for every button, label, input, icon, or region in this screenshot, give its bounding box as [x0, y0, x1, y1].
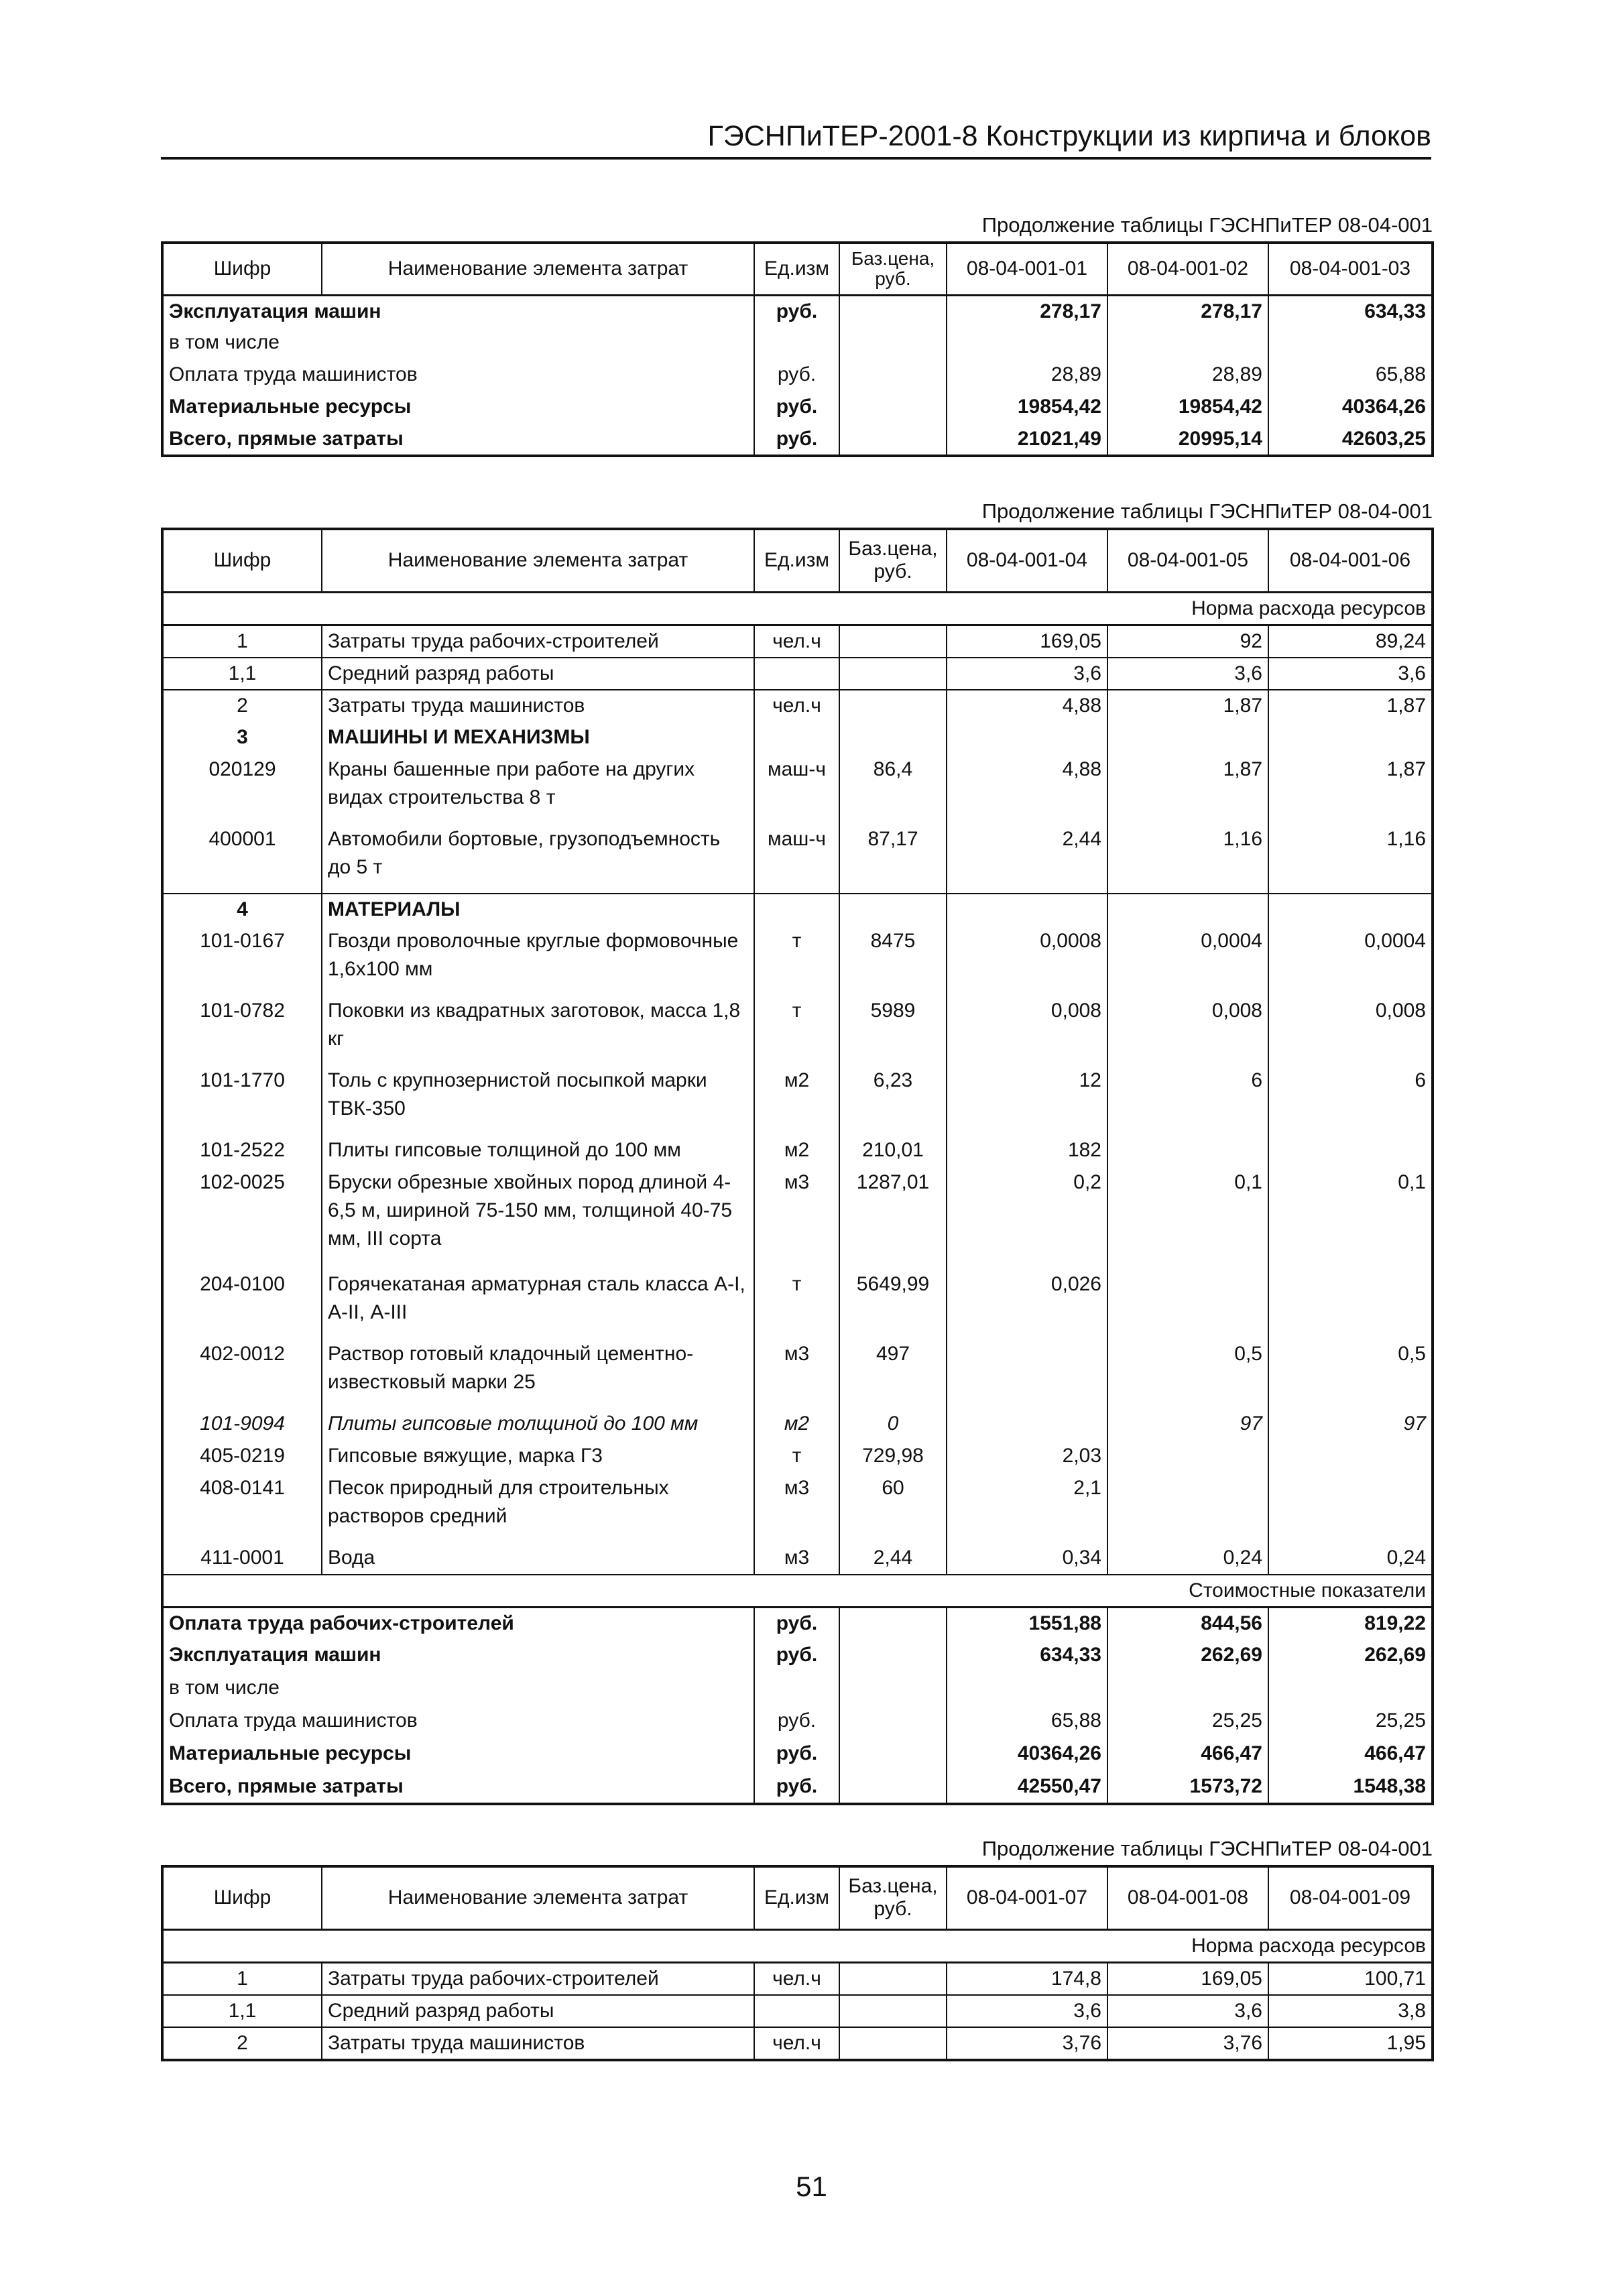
row-value-1: 634,33 — [947, 1640, 1107, 1673]
row-value-1: 174,8 — [947, 1962, 1107, 1995]
row-value-1: 0,34 — [947, 1543, 1107, 1575]
row-value-3: 1,95 — [1268, 2027, 1433, 2060]
table-row — [162, 658, 1433, 690]
row-code: 4 — [162, 894, 322, 926]
row-code: 408-0141 — [162, 1473, 322, 1543]
row-value-1: 278,17 — [947, 295, 1107, 327]
cost-row — [162, 1705, 1433, 1738]
row-price: 6,23 — [839, 1065, 947, 1135]
row-price: 5989 — [839, 995, 947, 1065]
page-header — [161, 119, 1431, 160]
row-unit: чел.ч — [754, 1962, 839, 1995]
row-price: 87,17 — [839, 824, 947, 894]
table-row — [162, 894, 1433, 926]
row-value-2: 262,69 — [1107, 1640, 1268, 1673]
row-value-1: 4,88 — [947, 754, 1107, 824]
row-code: 1 — [162, 625, 322, 658]
row-price: 86,4 — [839, 754, 947, 824]
row-code: 101-0782 — [162, 995, 322, 1065]
section-norm — [162, 592, 1433, 625]
row-value-2: 0,5 — [1107, 1339, 1268, 1408]
row-value-3: 819,22 — [1268, 1607, 1433, 1640]
row-value-2: 3,76 — [1107, 2027, 1268, 2060]
row-name: в том числе — [162, 327, 754, 359]
row-unit: маш-ч — [754, 824, 839, 894]
row-value-3: 100,71 — [1268, 1962, 1433, 1995]
row-name: Раствор готовый кладочный цементно-известковый марки 25 — [322, 1339, 754, 1408]
row-value-2: 0,0004 — [1107, 926, 1268, 995]
row-value-2: 1,87 — [1107, 754, 1268, 824]
table-header-row — [162, 1866, 1433, 1929]
row-value-2 — [1107, 894, 1268, 926]
table-row — [162, 359, 1433, 391]
row-price — [839, 1607, 947, 1640]
row-price — [839, 722, 947, 754]
row-name: Горячекатаная арматурная сталь класса А-I, А-II, А-III — [322, 1269, 754, 1339]
row-unit — [754, 658, 839, 690]
table-row — [162, 1962, 1433, 1995]
row-code: 101-0167 — [162, 926, 322, 995]
col-header-code-5: 08-04-001-05 — [1107, 529, 1268, 592]
row-value-2 — [1107, 1673, 1268, 1705]
row-price: 60 — [839, 1473, 947, 1543]
row-code: 204-0100 — [162, 1269, 322, 1339]
row-unit: руб. — [754, 295, 839, 327]
row-value-2: 844,56 — [1107, 1607, 1268, 1640]
row-value-1: 0,0008 — [947, 926, 1107, 995]
row-value-2: 1573,72 — [1107, 1771, 1268, 1804]
row-value-3: 0,1 — [1268, 1167, 1433, 1269]
row-code: 402-0012 — [162, 1339, 322, 1408]
row-value-1: 182 — [947, 1135, 1107, 1167]
row-value-2 — [1107, 1441, 1268, 1473]
row-name: Материальные ресурсы — [162, 391, 754, 424]
row-unit: чел.ч — [754, 2027, 839, 2060]
table-row — [162, 1065, 1433, 1135]
row-value-3 — [1268, 1441, 1433, 1473]
row-value-3: 89,24 — [1268, 625, 1433, 658]
row-unit: т — [754, 1441, 839, 1473]
row-value-1: 4,88 — [947, 690, 1107, 722]
cost-row — [162, 1640, 1433, 1673]
row-value-1: 12 — [947, 1065, 1107, 1135]
table-row — [162, 995, 1433, 1065]
row-value-1: 0,008 — [947, 995, 1107, 1065]
col-header-code-2: 08-04-001-02 — [1107, 243, 1268, 295]
table-row — [162, 824, 1433, 894]
col-header-price: Баз.цена, руб. — [839, 1866, 947, 1929]
row-unit: т — [754, 926, 839, 995]
row-name: Затраты труда машинистов — [322, 690, 754, 722]
row-value-2: 1,87 — [1107, 690, 1268, 722]
table-row — [162, 754, 1433, 824]
row-price: 8475 — [839, 926, 947, 995]
table-1-caption: Продолжение таблицы ГЭСНПиТЕР 08-04-001 — [981, 213, 1433, 237]
col-header-code-8: 08-04-001-08 — [1107, 1866, 1268, 1929]
cost-row — [162, 1673, 1433, 1705]
row-price — [839, 1771, 947, 1804]
col-header-code-9: 08-04-001-09 — [1268, 1866, 1433, 1929]
row-code: 1 — [162, 1962, 322, 1995]
row-unit: руб. — [754, 1607, 839, 1640]
table-2 — [161, 528, 1434, 1805]
row-name: Плиты гипсовые толщиной до 100 мм — [322, 1408, 754, 1441]
row-value-1: 0,2 — [947, 1167, 1107, 1269]
row-price: 1287,01 — [839, 1167, 947, 1269]
table-row — [162, 1167, 1433, 1269]
row-name: Затраты труда рабочих-строителей — [322, 625, 754, 658]
col-header-unit: Ед.изм — [754, 529, 839, 592]
row-name: Затраты труда машинистов — [322, 2027, 754, 2060]
row-name: Бруски обрезные хвойных пород длиной 4-6,5 м, шириной 75-150 мм, толщиной 40-75 мм, III сорта — [322, 1167, 754, 1269]
row-price — [839, 658, 947, 690]
table-row — [162, 1135, 1433, 1167]
row-value-1: 40364,26 — [947, 1738, 1107, 1771]
row-price — [839, 894, 947, 926]
table-row — [162, 1339, 1433, 1408]
page-header-title: ГЭСНПиТЕР-2001-8 Конструкции из кирпича и блоков — [707, 120, 1431, 152]
cost-row — [162, 1771, 1433, 1804]
row-price: 5649,99 — [839, 1269, 947, 1339]
row-price — [839, 1673, 947, 1705]
table-row — [162, 926, 1433, 995]
row-value-1: 3,6 — [947, 1995, 1107, 2027]
row-code: 101-1770 — [162, 1065, 322, 1135]
row-price — [839, 1640, 947, 1673]
col-header-unit: Ед.изм — [754, 243, 839, 295]
row-name: Вода — [322, 1543, 754, 1575]
row-unit — [754, 1995, 839, 2027]
row-value-1: 2,1 — [947, 1473, 1107, 1543]
row-value-1: 28,89 — [947, 359, 1107, 391]
row-value-1 — [947, 1673, 1107, 1705]
col-header-name: Наименование элемента затрат — [322, 1866, 754, 1929]
row-name: в том числе — [162, 1673, 754, 1705]
row-code: 1,1 — [162, 1995, 322, 2027]
row-value-2 — [1107, 1473, 1268, 1543]
row-value-2: 0,008 — [1107, 995, 1268, 1065]
row-value-3: 42603,25 — [1268, 424, 1433, 456]
col-header-code: Шифр — [162, 529, 322, 592]
row-value-1 — [947, 722, 1107, 754]
row-value-3: 0,0004 — [1268, 926, 1433, 995]
row-name: Средний разряд работы — [322, 1995, 754, 2027]
row-value-1: 65,88 — [947, 1705, 1107, 1738]
row-code: 400001 — [162, 824, 322, 894]
row-value-3: 3,8 — [1268, 1995, 1433, 2027]
col-header-code-7: 08-04-001-07 — [947, 1866, 1107, 1929]
row-value-2: 0,24 — [1107, 1543, 1268, 1575]
row-value-3: 0,24 — [1268, 1543, 1433, 1575]
row-unit — [754, 722, 839, 754]
row-unit: руб. — [754, 359, 839, 391]
row-name: Автомобили бортовые, грузоподъемность до 5 т — [322, 824, 754, 894]
table-3 — [161, 1865, 1434, 2061]
table-row — [162, 391, 1433, 424]
table-row — [162, 1441, 1433, 1473]
col-header-code: Шифр — [162, 243, 322, 295]
table-row — [162, 1473, 1433, 1543]
row-price: 2,44 — [839, 1543, 947, 1575]
row-unit: руб. — [754, 1640, 839, 1673]
row-name: Оплата труда машинистов — [162, 359, 754, 391]
row-unit: м3 — [754, 1167, 839, 1269]
row-value-2: 169,05 — [1107, 1962, 1268, 1995]
row-unit — [754, 1673, 839, 1705]
row-value-1 — [947, 1408, 1107, 1441]
row-value-3 — [1268, 327, 1433, 359]
row-unit: чел.ч — [754, 625, 839, 658]
row-value-2: 466,47 — [1107, 1738, 1268, 1771]
row-unit: м3 — [754, 1339, 839, 1408]
row-code: 102-0025 — [162, 1167, 322, 1269]
table-row — [162, 2027, 1433, 2060]
col-header-name: Наименование элемента затрат — [322, 529, 754, 592]
col-header-code-6: 08-04-001-06 — [1268, 529, 1433, 592]
col-header-unit: Ед.изм — [754, 1866, 839, 1929]
row-unit: руб. — [754, 391, 839, 424]
row-value-2 — [1107, 1269, 1268, 1339]
row-name: МАШИНЫ И МЕХАНИЗМЫ — [322, 722, 754, 754]
col-header-price: Баз.цена, руб. — [839, 529, 947, 592]
row-name: Толь с крупнозернистой посыпкой марки ТВК-350 — [322, 1065, 754, 1135]
row-value-1 — [947, 327, 1107, 359]
row-unit: маш-ч — [754, 754, 839, 824]
row-value-2 — [1107, 722, 1268, 754]
row-value-3: 1,87 — [1268, 754, 1433, 824]
row-value-3: 3,6 — [1268, 658, 1433, 690]
section-norm-label: Норма расхода ресурсов — [162, 592, 1433, 625]
row-price — [839, 295, 947, 327]
row-code: 1,1 — [162, 658, 322, 690]
row-name: Оплата труда машинистов — [162, 1705, 754, 1738]
section-cost-label: Стоимостные показатели — [162, 1575, 1433, 1608]
row-value-1: 1551,88 — [947, 1607, 1107, 1640]
row-name: Всего, прямые затраты — [162, 1771, 754, 1804]
col-header-code: Шифр — [162, 1866, 322, 1929]
row-value-1: 0,026 — [947, 1269, 1107, 1339]
row-value-3 — [1268, 1673, 1433, 1705]
row-value-3: 25,25 — [1268, 1705, 1433, 1738]
row-value-1: 21021,49 — [947, 424, 1107, 456]
row-name: Затраты труда рабочих-строителей — [322, 1962, 754, 1995]
row-unit: руб. — [754, 1705, 839, 1738]
row-value-2: 97 — [1107, 1408, 1268, 1441]
row-value-2: 28,89 — [1107, 359, 1268, 391]
row-value-2: 25,25 — [1107, 1705, 1268, 1738]
row-value-2: 278,17 — [1107, 295, 1268, 327]
row-value-1: 19854,42 — [947, 391, 1107, 424]
row-price — [839, 424, 947, 456]
row-unit: м3 — [754, 1543, 839, 1575]
row-code: 405-0219 — [162, 1441, 322, 1473]
row-name: Всего, прямые затраты — [162, 424, 754, 456]
table-row — [162, 327, 1433, 359]
table-row — [162, 1408, 1433, 1441]
row-price: 210,01 — [839, 1135, 947, 1167]
row-value-3: 1,16 — [1268, 824, 1433, 894]
row-name: Средний разряд работы — [322, 658, 754, 690]
table-row — [162, 1269, 1433, 1339]
row-name: Краны башенные при работе на других видах строительства 8 т — [322, 754, 754, 824]
cost-row — [162, 1607, 1433, 1640]
row-value-1: 169,05 — [947, 625, 1107, 658]
row-value-3 — [1268, 722, 1433, 754]
col-header-code-4: 08-04-001-04 — [947, 529, 1107, 592]
row-value-3: 262,69 — [1268, 1640, 1433, 1673]
row-price — [839, 625, 947, 658]
row-value-2: 0,1 — [1107, 1167, 1268, 1269]
row-value-2: 20995,14 — [1107, 424, 1268, 456]
table-1 — [161, 241, 1434, 457]
row-value-2 — [1107, 1135, 1268, 1167]
row-value-2: 1,16 — [1107, 824, 1268, 894]
row-value-3: 1,87 — [1268, 690, 1433, 722]
row-code: 2 — [162, 2027, 322, 2060]
row-price — [839, 391, 947, 424]
row-name: МАТЕРИАЛЫ — [322, 894, 754, 926]
row-unit: т — [754, 1269, 839, 1339]
row-value-1 — [947, 894, 1107, 926]
table-row — [162, 1995, 1433, 2027]
row-price — [839, 327, 947, 359]
col-header-price: Баз.цена, руб. — [839, 243, 947, 295]
row-value-2: 3,6 — [1107, 658, 1268, 690]
row-value-2: 3,6 — [1107, 1995, 1268, 2027]
row-value-3 — [1268, 1473, 1433, 1543]
row-code: 411-0001 — [162, 1543, 322, 1575]
row-name: Песок природный для строительных растворов средний — [322, 1473, 754, 1543]
table-row — [162, 295, 1433, 327]
row-name: Оплата труда рабочих-строителей — [162, 1607, 754, 1640]
row-value-1: 2,44 — [947, 824, 1107, 894]
row-name: Плиты гипсовые толщиной до 100 мм — [322, 1135, 754, 1167]
row-code: 101-9094 — [162, 1408, 322, 1441]
row-unit: чел.ч — [754, 690, 839, 722]
row-unit: м2 — [754, 1135, 839, 1167]
row-value-3: 0,008 — [1268, 995, 1433, 1065]
table-header-row — [162, 243, 1433, 295]
row-value-1: 2,03 — [947, 1441, 1107, 1473]
row-value-3: 0,5 — [1268, 1339, 1433, 1408]
row-value-3: 6 — [1268, 1065, 1433, 1135]
row-unit: руб. — [754, 1771, 839, 1804]
row-price — [839, 359, 947, 391]
table-2-caption: Продолжение таблицы ГЭСНПиТЕР 08-04-001 — [981, 499, 1433, 523]
row-value-3: 1548,38 — [1268, 1771, 1433, 1804]
row-unit: м3 — [754, 1473, 839, 1543]
table-row — [162, 690, 1433, 722]
row-unit: руб. — [754, 424, 839, 456]
row-value-3 — [1268, 1135, 1433, 1167]
row-value-3: 65,88 — [1268, 359, 1433, 391]
table-3-caption: Продолжение таблицы ГЭСНПиТЕР 08-04-001 — [981, 1837, 1433, 1860]
row-name: Эксплуатация машин — [162, 295, 754, 327]
row-name: Эксплуатация машин — [162, 1640, 754, 1673]
table-row — [162, 625, 1433, 658]
row-unit — [754, 894, 839, 926]
row-unit: м2 — [754, 1408, 839, 1441]
row-price — [839, 1995, 947, 2027]
row-value-2: 19854,42 — [1107, 391, 1268, 424]
row-value-1 — [947, 1339, 1107, 1408]
table-row — [162, 722, 1433, 754]
table-header-row — [162, 529, 1433, 592]
row-price — [839, 2027, 947, 2060]
row-price: 0 — [839, 1408, 947, 1441]
row-unit: м2 — [754, 1065, 839, 1135]
row-value-3: 466,47 — [1268, 1738, 1433, 1771]
row-unit — [754, 327, 839, 359]
row-price: 497 — [839, 1339, 947, 1408]
row-unit: т — [754, 995, 839, 1065]
section-cost — [162, 1575, 1433, 1608]
col-header-code-1: 08-04-001-01 — [947, 243, 1107, 295]
row-code: 101-2522 — [162, 1135, 322, 1167]
col-header-code-3: 08-04-001-03 — [1268, 243, 1433, 295]
row-value-2: 92 — [1107, 625, 1268, 658]
section-norm — [162, 1929, 1433, 1962]
row-value-3: 97 — [1268, 1408, 1433, 1441]
row-price — [839, 1705, 947, 1738]
row-name: Гипсовые вяжущие, марка Г3 — [322, 1441, 754, 1473]
row-name: Материальные ресурсы — [162, 1738, 754, 1771]
row-code: 020129 — [162, 754, 322, 824]
table-row — [162, 1543, 1433, 1575]
row-name: Гвозди проволочные круглые формовочные 1,6х100 мм — [322, 926, 754, 995]
page-number: 51 — [796, 2171, 827, 2202]
row-value-1: 42550,47 — [947, 1771, 1107, 1804]
row-value-3 — [1268, 894, 1433, 926]
row-price — [839, 1738, 947, 1771]
row-value-3 — [1268, 1269, 1433, 1339]
row-value-3: 40364,26 — [1268, 391, 1433, 424]
row-value-1: 3,6 — [947, 658, 1107, 690]
row-price — [839, 1962, 947, 1995]
row-code: 2 — [162, 690, 322, 722]
section-norm-label: Норма расхода ресурсов — [162, 1929, 1433, 1962]
row-code: 3 — [162, 722, 322, 754]
row-value-2: 6 — [1107, 1065, 1268, 1135]
row-value-3: 634,33 — [1268, 295, 1433, 327]
cost-row — [162, 1738, 1433, 1771]
row-price: 729,98 — [839, 1441, 947, 1473]
row-name: Поковки из квадратных заготовок, масса 1,8 кг — [322, 995, 754, 1065]
table-row — [162, 424, 1433, 456]
row-value-2 — [1107, 327, 1268, 359]
col-header-name: Наименование элемента затрат — [322, 243, 754, 295]
row-unit: руб. — [754, 1738, 839, 1771]
row-price — [839, 690, 947, 722]
row-value-1: 3,76 — [947, 2027, 1107, 2060]
